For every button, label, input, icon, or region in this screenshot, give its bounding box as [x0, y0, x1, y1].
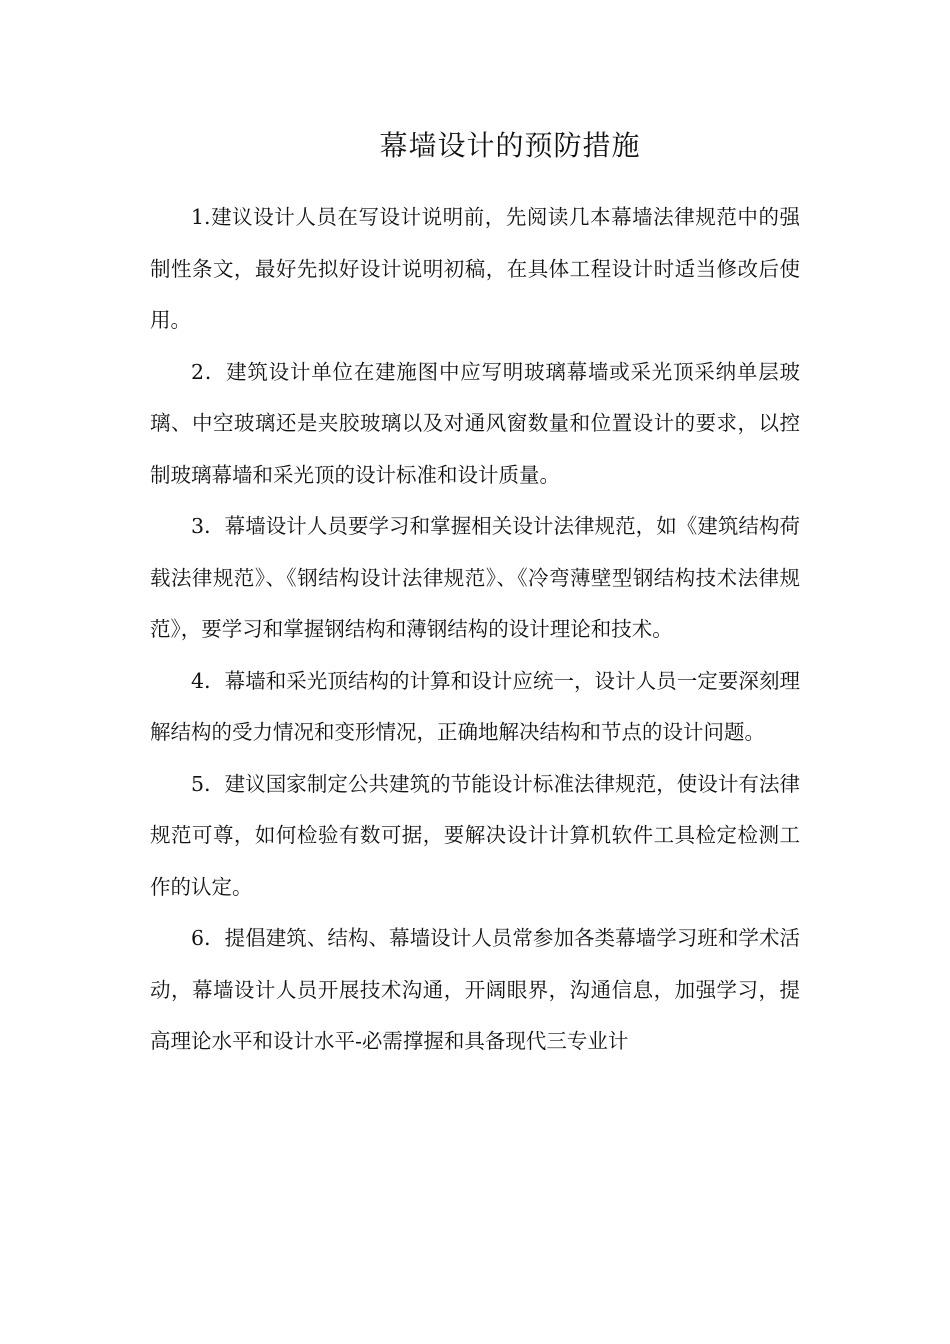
paragraph-1: 1.建议设计人员在写设计说明前，先阅读几本幕墙法律规范中的强制性条文，最好先拟好设计说明初稿，在具体工程设计时适当修改后使用。 [150, 205, 800, 332]
document-body [150, 192, 800, 1068]
document-title: 幕墙设计的预防措施 [379, 129, 641, 162]
paragraph-3: 3．幕墙设计人员要学习和掌握相关设计法律规范，如《建筑结构荷载法律规范》、《钢结构设计法律规范》、《冷弯薄壁型钢结构技术法律规范》，要学习和掌握钢结构和薄钢结构的设计理论和技术。 [150, 514, 800, 641]
paragraph-4: 4．幕墙和采光顶结构的计算和设计应统一，设计人员一定要深刻理解结构的受力情况和变形情况，正确地解决结构和节点的设计问题。 [150, 668, 800, 744]
paragraph-2: 2．建筑设计单位在建施图中应写明玻璃幕墙或采光顶采纳单层玻璃、中空玻璃还是夹胶玻璃以及对通风窗数量和位置设计的要求，以控制玻璃幕墙和采光顶的设计标准和设计质量。 [150, 359, 800, 487]
paragraph-5: 5．建议国家制定公共建筑的节能设计标准法律规范，使设计有法律规范可尊，如何检验有数可据，要解决设计计算机软件工具检定检测工作的认定。 [150, 771, 800, 899]
paragraph-6: 6．提倡建筑、结构、幕墙设计人员常参加各类幕墙学习班和学术活动，幕墙设计人员开展技术沟通，开阔眼界，沟通信息，加强学习，提高理论水平和设计水平-必需撑握和具备现代三专业计 [150, 926, 800, 1053]
